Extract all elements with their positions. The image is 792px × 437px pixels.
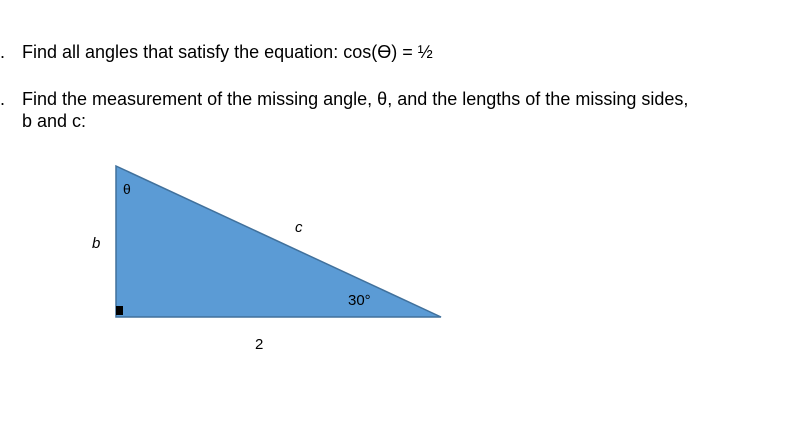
right-angle-marker (116, 306, 123, 315)
side-b-label: b (92, 235, 101, 252)
angle-30-label: 30° (348, 292, 371, 309)
triangle-shape (116, 166, 441, 317)
question-1-number: . (0, 42, 6, 62)
base-length-label: 2 (255, 336, 264, 353)
question-2-number: . (0, 89, 6, 109)
theta-label: θ (123, 181, 131, 197)
side-c-label: c (295, 219, 303, 236)
question-2-text-line1: Find the measurement of the missing angle, θ, and the lengths of the missing sides, (22, 89, 689, 109)
question-2-text-line2: b and c: (22, 111, 87, 131)
question-1-text: Find all angles that satisfy the equation: cos(ϴ) = ½ (22, 42, 433, 62)
